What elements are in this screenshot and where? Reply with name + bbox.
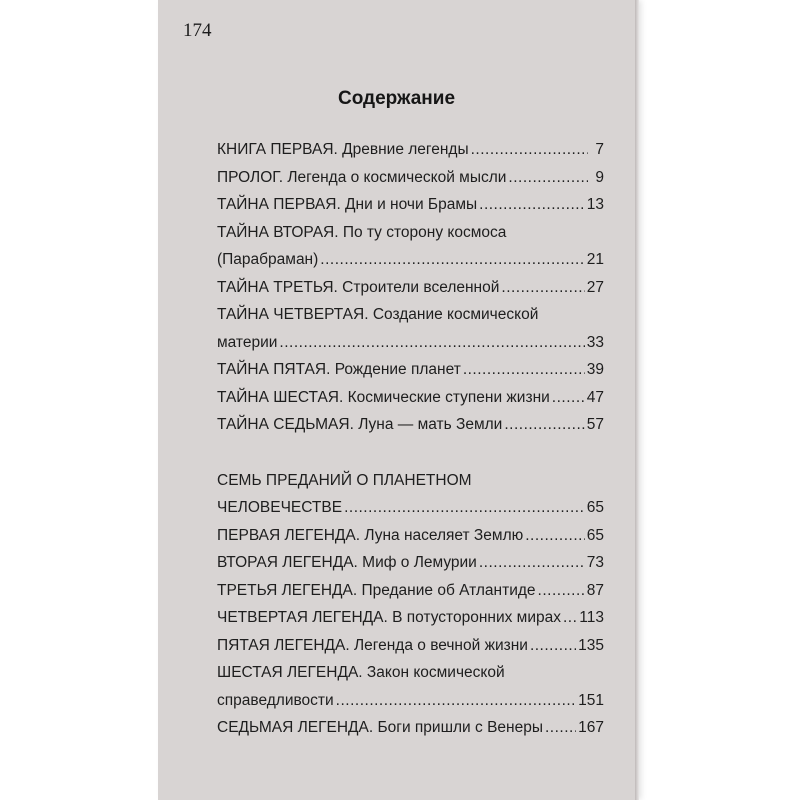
toc-entry-text: ЧЕЛОВЕЧЕСТВЕ xyxy=(217,499,343,516)
toc-entry xyxy=(217,274,604,302)
toc-entry xyxy=(217,329,604,357)
toc-entry xyxy=(217,494,604,522)
toc-entry-page: 7 xyxy=(595,141,604,158)
dot-leader xyxy=(538,577,585,605)
toc-entry-page: 33 xyxy=(586,333,604,351)
toc-entry xyxy=(217,219,604,247)
toc-entry-text: ТАЙНА ТРЕТЬЯ. Строители вселенной xyxy=(217,278,500,296)
dot-leader xyxy=(545,714,576,742)
dot-leader xyxy=(504,411,584,439)
toc-entry-page: 47 xyxy=(586,388,604,406)
toc-entry-text: СЕМЬ ПРЕДАНИЙ О ПЛАНЕТНОМ xyxy=(217,471,472,489)
dot-leader xyxy=(563,604,577,632)
toc-entry-page: 9 xyxy=(595,168,604,186)
dot-leader xyxy=(471,136,588,164)
toc-entry xyxy=(217,549,604,577)
page-edge xyxy=(635,0,639,800)
toc-entry xyxy=(217,659,604,687)
toc-entry xyxy=(217,632,604,660)
dot-leader xyxy=(501,274,584,302)
dot-leader xyxy=(525,522,585,550)
toc-entry-page: 57 xyxy=(586,416,604,433)
toc-entry xyxy=(217,164,604,192)
dot-leader xyxy=(552,384,585,412)
dot-leader xyxy=(479,191,585,219)
page-number: 174 xyxy=(183,20,212,41)
toc-entry-text: ТАЙНА ПЕРВАЯ. Дни и ночи Брамы xyxy=(217,196,478,213)
toc-entry-text: ТАЙНА СЕДЬМАЯ. Луна — мать Земли xyxy=(217,416,503,433)
toc-entry-text: ТАЙНА ПЯТАЯ. Рождение планет xyxy=(217,361,461,378)
toc-entry xyxy=(217,246,604,274)
toc-entry-text: ПЯТАЯ ЛЕГЕНДА. Легенда о вечной жизни xyxy=(217,636,528,654)
toc-entry xyxy=(217,191,604,219)
dot-leader xyxy=(279,329,584,357)
toc-entry xyxy=(217,411,604,439)
toc-entry-page: 87 xyxy=(586,581,604,599)
toc-entry-page: 21 xyxy=(586,251,604,268)
toc-entry-page: 39 xyxy=(586,361,604,378)
dot-leader xyxy=(320,246,584,274)
toc-entry-text: (Парабраман) xyxy=(217,251,319,268)
table-of-contents xyxy=(217,136,604,742)
toc-entry-page: 151 xyxy=(578,691,604,709)
toc-entry-text: ЧЕТВЕРТАЯ ЛЕГЕНДА. В потусторонних мирах xyxy=(217,609,561,626)
dot-leader xyxy=(530,632,576,660)
toc-entry-page: 135 xyxy=(578,636,604,654)
toc-entry-page: 13 xyxy=(586,196,604,213)
toc-entry xyxy=(217,714,604,742)
toc-entry xyxy=(217,604,604,632)
toc-entry xyxy=(217,467,604,495)
toc-entry xyxy=(217,687,604,715)
toc-entry-page: 73 xyxy=(586,554,604,571)
dot-leader xyxy=(508,164,588,192)
toc-entry-text: справедливости xyxy=(217,691,334,709)
toc-entry-text: материи xyxy=(217,333,278,351)
toc-entry-page: 27 xyxy=(586,278,604,296)
toc-entry-text: ШЕСТАЯ ЛЕГЕНДА. Закон космической xyxy=(217,664,505,681)
dot-leader xyxy=(336,687,576,715)
toc-entry xyxy=(217,136,604,164)
toc-entry-text: ТРЕТЬЯ ЛЕГЕНДА. Предание об Атлантиде xyxy=(217,581,536,599)
toc-entry xyxy=(217,301,604,329)
toc-entry-text: ПЕРВАЯ ЛЕГЕНДА. Луна населяет Землю xyxy=(217,526,524,544)
toc-entry-text: СЕДЬМАЯ ЛЕГЕНДА. Боги пришли с Венеры xyxy=(217,719,543,736)
section-gap xyxy=(217,439,604,467)
toc-entry-text: КНИГА ПЕРВАЯ. Древние легенды xyxy=(217,141,469,158)
toc-entry xyxy=(217,522,604,550)
toc-entry xyxy=(217,577,604,605)
dot-leader xyxy=(463,356,585,384)
dot-leader xyxy=(344,494,585,522)
toc-entry xyxy=(217,356,604,384)
toc-entry-page: 167 xyxy=(578,719,604,736)
toc-entry-text: ТАЙНА ШЕСТАЯ. Космические ступени жизни xyxy=(217,388,550,406)
toc-entry-text: ТАЙНА ВТОРАЯ. По ту сторону космоса xyxy=(217,223,507,241)
toc-entry xyxy=(217,384,604,412)
toc-entry-text: ТАЙНА ЧЕТВЕРТАЯ. Создание космической xyxy=(217,306,539,323)
toc-entry-text: ВТОРАЯ ЛЕГЕНДА. Миф о Лемурии xyxy=(217,554,477,571)
toc-entry-page: 113 xyxy=(579,609,604,626)
toc-entry-page: 65 xyxy=(586,499,604,516)
toc-entry-text: ПРОЛОГ. Легенда о космической мысли xyxy=(217,168,507,186)
toc-title: Содержание xyxy=(337,88,456,109)
dot-leader xyxy=(479,549,585,577)
toc-entry-page: 65 xyxy=(586,526,604,544)
